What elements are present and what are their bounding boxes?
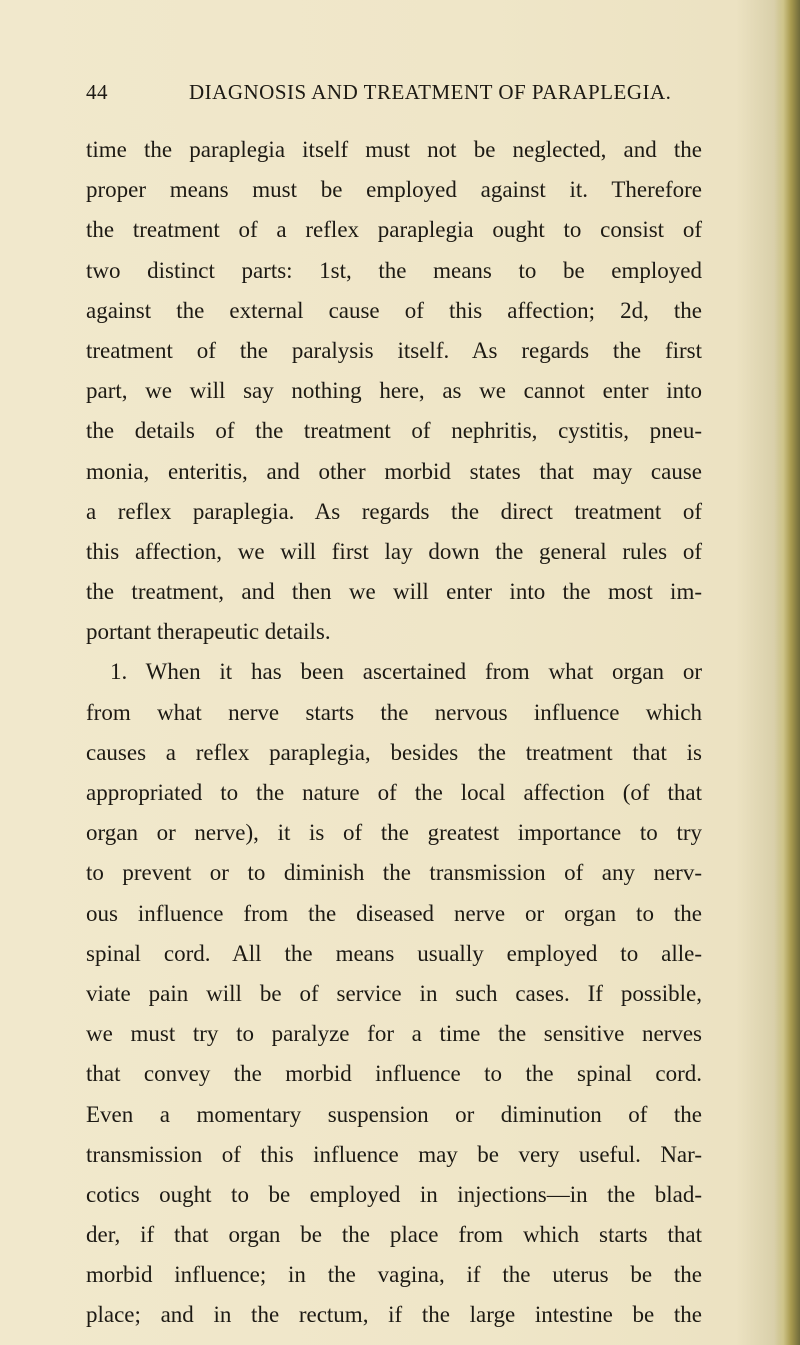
text-line: organ or nerve), it is of the greatest importance to try <box>86 820 702 846</box>
text-line: causes a reflex paraplegia, besides the treatment that is <box>86 739 702 765</box>
running-title: DIAGNOSIS AND TREATMENT OF PARAPLEGIA. <box>189 80 672 104</box>
text-line: we must try to paralyze for a time the sensitive nerves <box>86 1021 702 1047</box>
text-line: 1. When it has been ascertained from what organ or <box>110 659 702 685</box>
text-line: monia, enteritis, and other morbid states that may cause <box>86 458 702 484</box>
text-line: from what nerve starts the nervous influence which <box>86 699 702 725</box>
text-line: the details of the treatment of nephritis, cystitis, pneu- <box>86 418 702 444</box>
body-text <box>86 130 702 1336</box>
text-line: cotics ought to be employed in injections—in the blad- <box>86 1181 702 1207</box>
text-line: time the paraplegia itself must not be neglected, and the <box>86 137 702 162</box>
text-line: to prevent or to diminish the transmission of any nerv- <box>86 860 702 886</box>
text-line: viate pain will be of service in such cases. If possible, <box>86 980 702 1006</box>
text-line: portant therapeutic details. <box>86 619 331 645</box>
text-line: Even a momentary suspension or diminution of the <box>86 1101 702 1127</box>
text-line: appropriated to the nature of the local affection (of that <box>86 780 702 805</box>
text-line: against the external cause of this affection; 2d, the <box>86 297 702 323</box>
text-line: that convey the morbid influence to the spinal cord. <box>86 1061 702 1087</box>
running-head <box>86 80 706 110</box>
text-line: this affection, we will first lay down the general rules of <box>86 538 702 564</box>
page-edge-shadow <box>774 0 800 1345</box>
text-line: proper means must be employed against it. Therefore <box>86 177 702 203</box>
text-line: the treatment of a reflex paraplegia ought to consist of <box>86 217 702 243</box>
text-line: the treatment, and then we will enter into the most im- <box>86 579 702 605</box>
text-line: spinal cord. All the means usually employed to alle- <box>86 940 702 966</box>
text-line: morbid influence; in the vagina, if the uterus be the <box>86 1262 702 1288</box>
text-line: place; and in the rectum, if the large intestine be the <box>86 1302 702 1328</box>
text-line: ous influence from the diseased nerve or organ to the <box>86 900 702 926</box>
text-line: treatment of the paralysis itself. As regards the first <box>86 337 702 363</box>
page-number: 44 <box>86 80 108 104</box>
text-line: der, if that organ be the place from which starts that <box>86 1222 702 1248</box>
text-line: part, we will say nothing here, as we cannot enter into <box>86 378 702 404</box>
text-line: two distinct parts: 1st, the means to be employed <box>86 257 702 283</box>
text-line: a reflex paraplegia. As regards the direct treatment of <box>86 498 702 524</box>
text-line: transmission of this influence may be very useful. Nar- <box>86 1141 702 1167</box>
